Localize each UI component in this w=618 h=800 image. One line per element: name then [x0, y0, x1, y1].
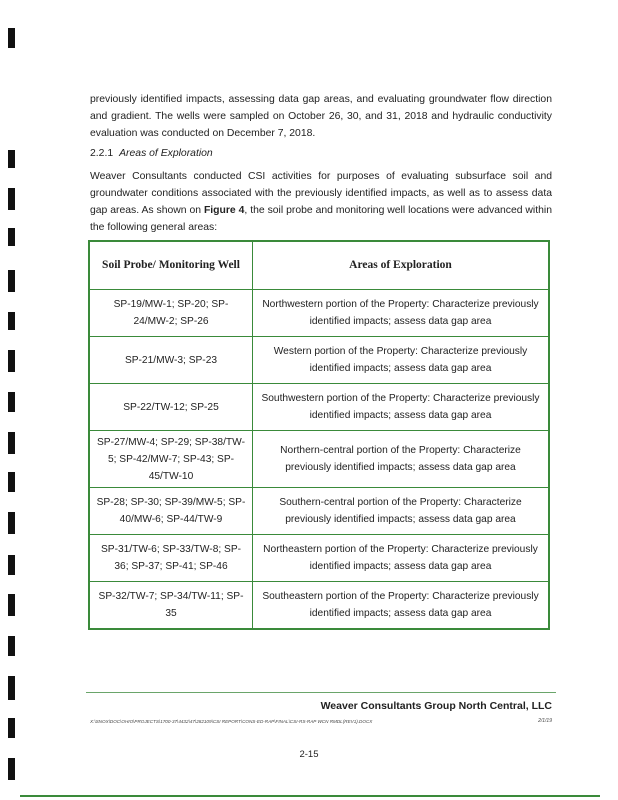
footer-company: Weaver Consultants Group North Central, LLC	[320, 700, 552, 712]
column-header: Soil Probe/ Monitoring Well	[89, 241, 253, 290]
scan-mark	[8, 636, 15, 656]
table-cell: SP-22/TW-12; SP-25	[89, 384, 253, 431]
body-paragraph	[90, 168, 552, 236]
table-cell: SP-28; SP-30; SP-39/MW-5; SP-40/MW-6; SP-44/TW-9	[89, 488, 253, 535]
body-paragraph: previously identified impacts, assessing data gap areas, and evaluating groundwater flow direction and gradient. The wells were sampled on October 26, 30, and 31, 2018 and hydraulic conductivity evaluation was conducted on December 7, 2018.	[90, 94, 552, 139]
table-cell: Southern-central portion of the Property: Characterize previously identified impacts; assess data gap area	[253, 488, 550, 535]
figure-reference: Figure 4	[203, 205, 245, 216]
scan-mark	[8, 270, 15, 292]
paragraph-text: , the soil probe and monitoring well locations were advanced within the following general areas:	[90, 205, 552, 233]
section-heading	[90, 145, 213, 162]
table-header-row	[89, 241, 549, 290]
scan-mark	[8, 512, 15, 534]
footer-divider	[86, 692, 556, 693]
scan-mark	[8, 350, 15, 372]
table-cell: Southeastern portion of the Property: Characterize previously identified impacts; assess data gap area	[253, 582, 550, 630]
table-row	[89, 488, 549, 535]
scan-mark	[8, 188, 15, 210]
bottom-divider	[20, 795, 600, 797]
scan-mark	[8, 432, 15, 454]
table-row	[89, 431, 549, 488]
footer-date: 2/1/19	[538, 718, 552, 724]
table-cell: Northwestern portion of the Property: Characterize previously identified impacts; assess data gap area	[253, 290, 550, 337]
table-row	[89, 535, 549, 582]
table-cell: SP-31/TW-6; SP-33/TW-8; SP-36; SP-37; SP-41; SP-46	[89, 535, 253, 582]
table-cell: Southwestern portion of the Property: Characterize previously identified impacts; assess data gap area	[253, 384, 550, 431]
scan-mark	[8, 150, 15, 168]
scan-mark	[8, 555, 15, 575]
table-cell: SP-27/MW-4; SP-29; SP-38/TW-5; SP-42/MW-7; SP-43; SP-45/TW-10	[89, 431, 253, 488]
table-cell: Northeastern portion of the Property: Characterize previously identified impacts; assess data gap area	[253, 535, 550, 582]
footer-filepath: X:\SNOX\DOC\OHIO\PROJECTS\1700-37\4432\47\282109\CSI REPORT\CONS-ED-RAP\FINAL\CSI-RS-RAP WCN RMDL(REV1).DOCX	[90, 719, 373, 724]
table-row	[89, 582, 549, 630]
table-row	[89, 337, 549, 384]
table-cell: Northern-central portion of the Property: Characterize previously identified impacts; assess data gap area	[253, 431, 550, 488]
scan-mark	[8, 472, 15, 492]
table-row	[89, 384, 549, 431]
scan-mark	[8, 392, 15, 412]
table-row	[89, 290, 549, 337]
table-cell: SP-21/MW-3; SP-23	[89, 337, 253, 384]
scan-mark	[8, 228, 15, 246]
scan-mark	[8, 718, 15, 738]
page-number: 2-15	[299, 749, 319, 760]
table-cell: SP-32/TW-7; SP-34/TW-11; SP-35	[89, 582, 253, 630]
section-number: 2.2.1	[90, 148, 114, 159]
exploration-table	[88, 240, 550, 630]
section-title: Areas of Exploration	[119, 148, 213, 159]
scan-mark	[8, 676, 15, 700]
scan-mark	[8, 28, 15, 48]
scan-mark	[8, 312, 15, 330]
paragraph-text: Weaver Consultants conducted CSI activities for purposes of evaluating subsurface soil and groundwater conditions associated with the previously identified impacts, as well as to assess data gap areas. As shown on	[90, 171, 552, 216]
scan-mark	[8, 758, 15, 780]
table-cell: SP-19/MW-1; SP-20; SP-24/MW-2; SP-26	[89, 290, 253, 337]
column-header: Areas of Exploration	[253, 241, 550, 290]
scan-mark	[8, 594, 15, 616]
table-cell: Western portion of the Property: Characterize previously identified impacts; assess data gap area	[253, 337, 550, 384]
